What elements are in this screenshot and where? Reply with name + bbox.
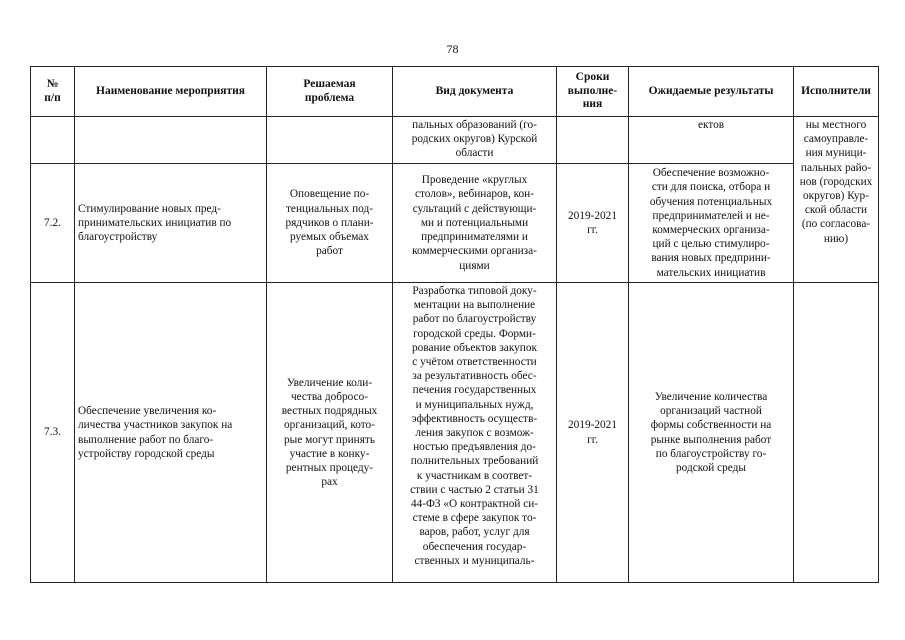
cell-deadline xyxy=(557,117,629,164)
col-header-deadline: Сроки выполне- ния xyxy=(557,67,629,117)
cell-name: Обеспечение увеличения ко- личества участников закупок на выполнение работ по благо- устройству городской среды xyxy=(75,283,267,583)
cell-num: 7.3. xyxy=(31,283,75,583)
cell-doc-type: Разработка типовой доку- ментации на выполнение работ по благоустройству городской среды. Форми- рование объектов закупок с учётом ответственности за результативность обес- печения государственных и муниципальных нужд, эффективность осуществ- ления закупок с возмож- ностью предъявления до- полнительных требований к участникам в соответ- ствии с частью 2 статьи 31 44-ФЗ «О контрактной си- стеме в сфере закупок то- варов, работ, услуг для обеспечения государ- ственных и муниципаль- xyxy=(393,283,557,583)
cell-num xyxy=(31,117,75,164)
col-header-results: Ожидаемые результаты xyxy=(629,67,794,117)
table-row xyxy=(31,117,879,164)
cell-problem xyxy=(267,117,393,164)
table-row xyxy=(31,164,879,283)
col-header-doc-type: Вид документа xyxy=(393,67,557,117)
cell-deadline: 2019-2021 гг. xyxy=(557,164,629,283)
col-header-executors: Исполнители xyxy=(794,67,879,117)
cell-problem: Увеличение коли- чества добросо- вестных подрядных организаций, кото- рые могут принять участие в конку- рентных процеду- рах xyxy=(267,283,393,583)
cell-results: ектов xyxy=(629,117,794,164)
cell-doc-type: пальных образований (го- родских округов) Курской области xyxy=(393,117,557,164)
cell-executors-empty xyxy=(794,283,879,583)
table-header-row xyxy=(31,67,879,117)
page-number: 78 xyxy=(446,42,459,56)
measures-table xyxy=(30,66,879,583)
cell-name xyxy=(75,117,267,164)
cell-name: Стимулирование новых пред- принимательских инициатив по благоустройству xyxy=(75,164,267,283)
cell-executors: ны местного самоуправле- ния муници- пальных райо- нов (городских округов) Кур- ской области (по согласова- нию) xyxy=(794,117,879,283)
cell-results: Обеспечение возможно- сти для поиска, отбора и обучения потенциальных предпринимателей и не- коммерческих организа- ций с целью стимулиро- вания новых предприни- мательских инициатив xyxy=(629,164,794,283)
cell-results: Увеличение количества организаций частной формы собственности на рынке выполнения работ по благоустройству го- родской среды xyxy=(629,283,794,583)
table-row xyxy=(31,283,879,583)
cell-deadline: 2019-2021 гг. xyxy=(557,283,629,583)
col-header-num: № п/п xyxy=(31,67,75,117)
cell-num: 7.2. xyxy=(31,164,75,283)
cell-doc-type: Проведение «круглых столов», вебинаров, кон- сультаций с действующи- ми и потенциальными предпринимателями и коммерческими организа- циями xyxy=(393,164,557,283)
col-header-problem: Решаемая проблема xyxy=(267,67,393,117)
col-header-name: Наименование мероприятия xyxy=(75,67,267,117)
cell-problem: Оповещение по- тенциальных под- рядчиков о плани- руемых объемах работ xyxy=(267,164,393,283)
